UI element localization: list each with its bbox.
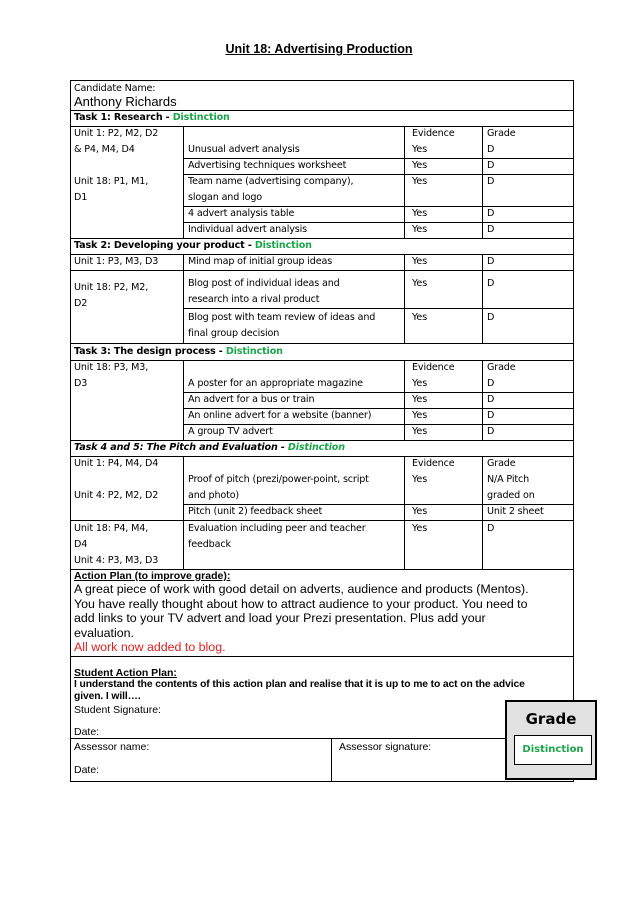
task2-heading: Task 2: Developing your product - Distinction bbox=[74, 240, 312, 251]
assessor-name-label: Assessor name: bbox=[74, 741, 150, 753]
student-signature-label: Student Signature: bbox=[74, 704, 161, 716]
task1-heading: Task 1: Research - Distinction bbox=[74, 112, 230, 123]
task1-units: Unit 1: P2, M2, D2 & P4, M4, D4 Unit 18: P1, M1, D1 bbox=[74, 128, 159, 203]
task1-item: Unusual advert analysis bbox=[188, 144, 300, 155]
task45-result: Distinction bbox=[287, 442, 345, 453]
candidate-label: Candidate Name: bbox=[74, 83, 156, 94]
task1-item: Individual advert analysis bbox=[188, 224, 308, 235]
task1-result: Distinction bbox=[172, 112, 230, 123]
action-plan-text: A great piece of work with good detail on adverts, audience and products (Mentos). You have really thought about how to attract audience to your product. You need to add links to your TV advert and load your Prezi presentation. Plus add your evaluation. All work now added to blog. bbox=[74, 582, 529, 655]
document-title: Unit 18: Advertising Production bbox=[225, 42, 413, 56]
task45-item: Proof of pitch (prezi/power-point, script and photo) bbox=[188, 474, 369, 501]
assessor-signature-label: Assessor signature: bbox=[339, 741, 432, 753]
task3-result: Distinction bbox=[225, 346, 283, 357]
assessor-date-label: Date: bbox=[74, 764, 100, 776]
action-plan-label: Action Plan (to improve grade): bbox=[74, 570, 231, 582]
grade-box bbox=[505, 700, 597, 780]
task3-item: An online advert for a website (banner) bbox=[188, 410, 372, 421]
task3-grade-header: Grade bbox=[487, 362, 516, 373]
task45-item: Pitch (unit 2) feedback sheet bbox=[188, 506, 323, 517]
task2-item: Blog post with team review of ideas and final group decision bbox=[188, 312, 376, 339]
action-plan-note: All work now added to blog. bbox=[74, 640, 226, 655]
task45-evidence-header: Evidence bbox=[412, 458, 455, 469]
task45-grade-header: Grade bbox=[487, 458, 516, 469]
task3-item: A poster for an appropriate magazine bbox=[188, 378, 363, 389]
student-plan-statement: I understand the contents of this action plan and realise that it is up to me to act on the advice given. I will…. bbox=[74, 679, 525, 702]
assessment-sheet: Candidate Name: Anthony Richards Task 1: Research - Distinction Unit 1: P2, M2, D2 & P4, M4, D4 Unit 18: P1, M1, D1 Evidence Grade Unusual advert analysis Yes D Advertising techniques worksheet Yes D Team name (advertising company), slogan and logo Yes D 4 advert analysis table Yes D Individual advert analysis Yes D Task 2: Developing your product - Distinction Unit 1: P3, M3, D3 Unit 18: P2, M2, D2 Mind map of initial group ideas Yes D Blog post of individual ideas and research into a rival product Yes D Blog post with team review of ideas and final group decision Yes D Task 3: The design process - Distinction Unit 18: P3, M3, D3 Evidence Grade A poster for an appropriate magazine Yes D An advert for a bus or train Yes D An online advert for a website (banner) Yes D A group TV advert Yes D Task 4 and 5: The Pitch and Evaluation - Distinction Unit 1: P4, M4, D4 Unit 4: P2, M2, D2 Evidence Grade Proof of pitch (prezi/power-point, script and photo) Yes N/A Pitch graded on Pitch (unit 2) feedback sheet Yes Unit 2 sheet Unit 18: P4, M4, D4 Unit 4: P3, M3, D3 Evaluation including peer and teacher feedback Yes D Action Plan (to improve grade): A great piece of work with good detail on adverts, audience and products (Mentos). You have really thought about how to attract audience to your product. You need to add links to your TV advert and load your Prezi presentation. Plus add your evaluation. All work now added to blog. Student Action Plan: I understand the contents of this action plan and realise that it is up to me to act on the advice given. I will…. Student Signature: Date: Assessor name: Assessor signature: Date: bbox=[70, 80, 574, 782]
task3-units: Unit 18: P3, M3, D3 bbox=[74, 362, 149, 389]
task2-item: Mind map of initial group ideas bbox=[188, 256, 333, 267]
task1-item: 4 advert analysis table bbox=[188, 208, 295, 219]
task45-heading: Task 4 and 5: The Pitch and Evaluation - Distinction bbox=[74, 442, 345, 453]
student-date-label: Date: bbox=[74, 726, 100, 738]
task2-result: Distinction bbox=[254, 240, 312, 251]
task3-item: An advert for a bus or train bbox=[188, 394, 315, 405]
grade-box-title: Grade bbox=[525, 710, 577, 728]
task3-item: A group TV advert bbox=[188, 426, 273, 437]
task1-evidence-header: Evidence bbox=[412, 128, 455, 139]
task45-units-b: Unit 18: P4, M4, D4 Unit 4: P3, M3, D3 bbox=[74, 523, 159, 566]
task1-grade-header: Grade bbox=[487, 128, 516, 139]
task2-units: Unit 1: P3, M3, D3 Unit 18: P2, M2, D2 bbox=[74, 256, 159, 309]
student-plan-label: Student Action Plan: bbox=[74, 667, 177, 679]
task3-evidence-header: Evidence bbox=[412, 362, 455, 373]
task45-item: Evaluation including peer and teacher feedback bbox=[188, 523, 366, 550]
task45-units-a: Unit 1: P4, M4, D4 Unit 4: P2, M2, D2 bbox=[74, 458, 159, 501]
task2-item: Blog post of individual ideas and research into a rival product bbox=[188, 278, 340, 305]
task3-heading: Task 3: The design process - Distinction bbox=[74, 346, 283, 357]
task1-item: Advertising techniques worksheet bbox=[188, 160, 347, 171]
task1-item: Team name (advertising company), slogan and logo bbox=[188, 176, 354, 203]
candidate-name: Anthony Richards bbox=[74, 94, 177, 109]
grade-box-value: Distinction bbox=[514, 735, 592, 765]
